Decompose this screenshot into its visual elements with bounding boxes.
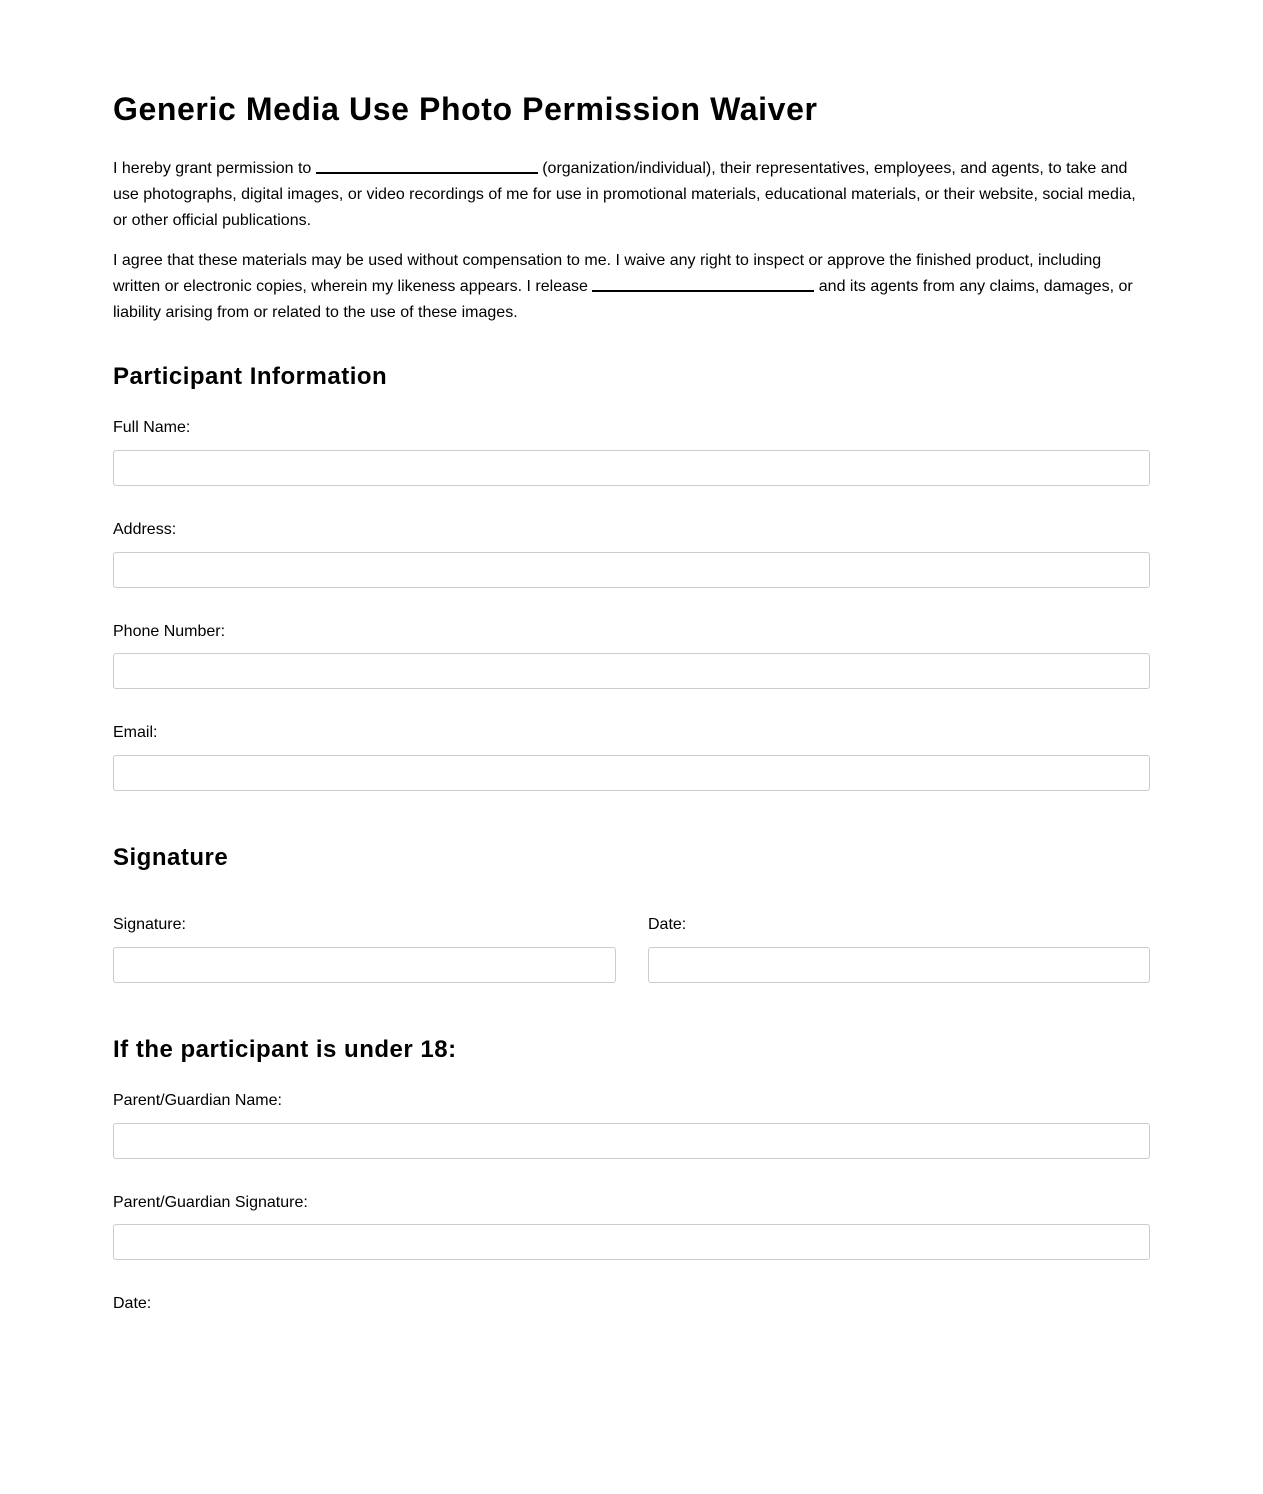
permission-paragraph: [113, 156, 1150, 234]
signature-label: Signature:: [113, 916, 186, 933]
email-input[interactable]: [113, 755, 1150, 791]
release-blank-line: [592, 276, 814, 292]
guardian-date-label: Date:: [113, 1295, 152, 1312]
address-input[interactable]: [113, 552, 1150, 588]
release-text-start: I agree that these materials may be used without compensation to me. I waive any right to inspect or approve the finished product, including written or electronic copies, wherein my likeness appears. I release: [113, 252, 1102, 295]
permission-text-end: (organization/individual), their representatives, employees, and agents, to take and use photographs, digital images, or video recordings of me for use in promotional materials, educational materials, or their website, social media, or other official publications.: [113, 160, 1136, 229]
full-name-input[interactable]: [113, 450, 1150, 486]
document-title: Generic Media Use Photo Permission Waiver: [113, 91, 818, 127]
signature-date-input[interactable]: [648, 947, 1150, 983]
guardian-signature-label: Parent/Guardian Signature:: [113, 1194, 308, 1211]
full-name-label: Full Name:: [113, 419, 191, 436]
phone-number-input[interactable]: [113, 653, 1150, 689]
signature-input[interactable]: [113, 947, 616, 983]
signature-date-label: Date:: [648, 916, 687, 933]
release-text-end: and its agents from any claims, damages, or liability arising from or related to the use of these images.: [113, 278, 1133, 321]
guardian-name-input[interactable]: [113, 1123, 1150, 1159]
phone-number-label: Phone Number:: [113, 623, 226, 640]
minor-section-heading: If the participant is under 18:: [113, 1036, 457, 1063]
organization-blank-line: [316, 158, 538, 174]
address-label: Address:: [113, 521, 177, 538]
guardian-name-label: Parent/Guardian Name:: [113, 1092, 282, 1109]
participant-info-heading: Participant Information: [113, 363, 388, 390]
release-paragraph: [113, 248, 1150, 326]
permission-text-start: I hereby grant permission to: [113, 160, 316, 177]
signature-heading: Signature: [113, 844, 229, 871]
waiver-page: [113, 0, 1150, 1312]
email-label: Email:: [113, 724, 158, 741]
guardian-signature-input[interactable]: [113, 1224, 1150, 1260]
